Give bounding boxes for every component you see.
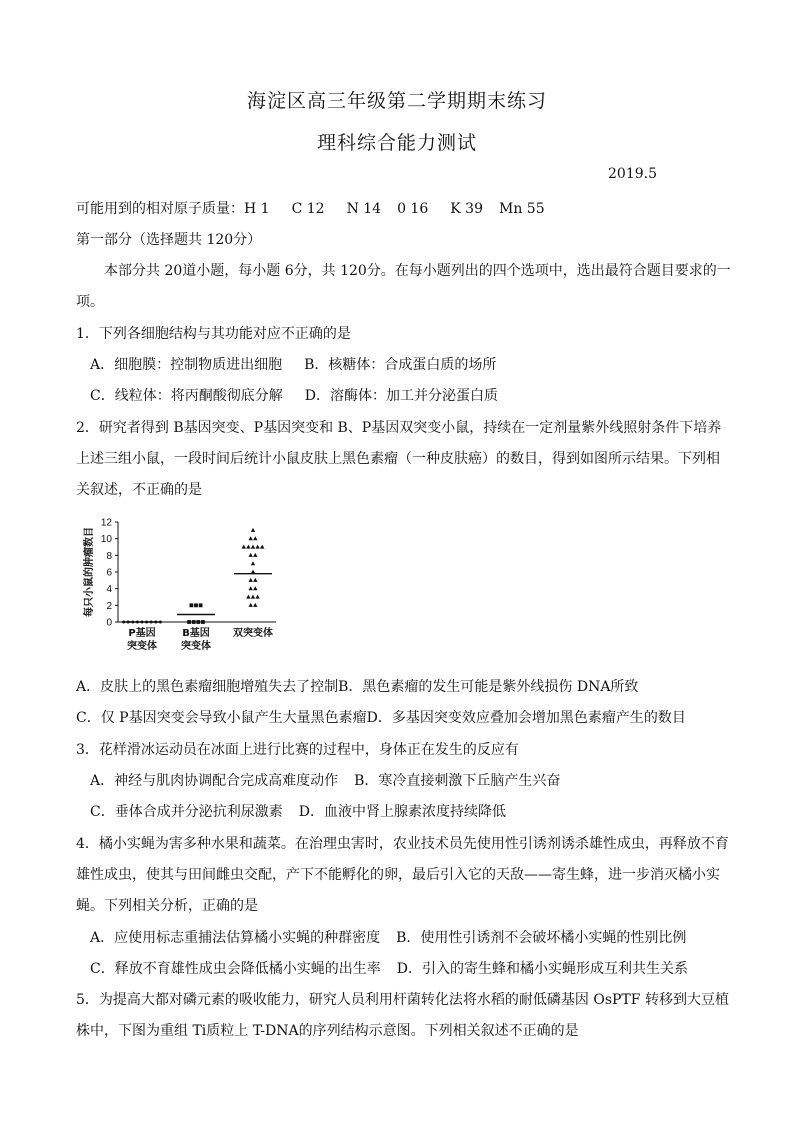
part1-instructions-1: 本部分共 20道小题，每小题 6分，共 120分。在每小题列出的四个选项中，选出最符合题目要求的一 — [104, 263, 731, 279]
mass-c: C 12 — [291, 201, 325, 217]
data-point — [246, 545, 250, 549]
data-point — [249, 536, 253, 540]
q3-stem: 3．花样滑冰运动员在冰面上进行比赛的过程中，身体正在发生的反应有 — [76, 742, 519, 758]
q5-stem-2: 株中，下图为重组 Ti质粒上 T-DNA的序列结构示意图。下列相关叙述不正确的是 — [76, 1023, 579, 1039]
q3-options-row2 — [90, 801, 506, 821]
exam-title: 海淀区高三年级第二学期期末练习 — [246, 90, 547, 112]
x-category-label: P基因 — [128, 628, 156, 639]
q3-option-a: A．神经与肌肉协调配合完成高难度动作 — [90, 773, 339, 789]
q3-options-row1 — [90, 770, 560, 790]
mass-o: 0 16 — [397, 201, 429, 217]
q2-options-row1 — [76, 676, 638, 696]
mass-n: N 14 — [346, 201, 382, 217]
q4-option-c: C．释放不育雄性成虫会降低橘小实蝇的出生率 — [90, 961, 381, 977]
data-point — [253, 578, 257, 582]
data-point — [196, 620, 200, 624]
q2-stem-2: 上述三组小鼠，一段时间后统计小鼠皮肤上黑色素瘤（一种皮肤癌）的数目，得到如图所示结果。下列相 — [76, 451, 720, 467]
part1-instructions-2: 项。 — [76, 294, 104, 310]
q2-option-a: A．皮肤上的黑色素瘤细胞增殖失去了控制 — [76, 679, 339, 695]
q2-option-c: C．仅 P基因突变会导致小鼠产生大量黑色素瘤 — [76, 710, 367, 726]
atomic-masses — [76, 198, 545, 218]
exam-subtitle: 理科综合能力测试 — [316, 132, 477, 154]
data-point — [251, 545, 255, 549]
tumor-count-chart — [76, 514, 286, 662]
data-point — [251, 528, 255, 532]
data-point — [249, 578, 253, 582]
q4-stem-3: 蝇。下列相关分析，正确的是 — [76, 898, 258, 914]
q4-options-row2 — [90, 958, 688, 978]
part1-heading: 第一部分（选择题共 120分） — [76, 232, 262, 248]
data-point — [190, 603, 194, 607]
data-point — [249, 553, 253, 557]
y-tick-label: 12 — [100, 517, 112, 529]
y-tick-label: 2 — [106, 600, 112, 612]
q2-option-b: B．黑色素瘤的发生可能是紫外线损伤 DNA所致 — [338, 679, 639, 695]
data-point — [192, 620, 196, 624]
data-point — [255, 545, 259, 549]
x-category-label: 突变体 — [181, 641, 211, 652]
q5-stem-1: 5．为提高大都对磷元素的吸收能力，研究人员利用杆菌转化法将水稻的耐低磷基因 OsPTF 转移到大豆植 — [76, 992, 729, 1008]
q1-option-b: B．核糖体：合成蛋白质的场所 — [304, 357, 497, 373]
data-point — [255, 595, 259, 599]
q4-option-a: A．应使用标志重捕法估算橘小实蝇的种群密度 — [90, 930, 381, 946]
data-point — [253, 553, 257, 557]
mass-k: K 39 — [450, 201, 483, 217]
y-axis-label: 每只小鼠的肿瘤数目 — [84, 527, 95, 617]
q4-option-b: B．使用性引诱剂不会破坏橘小实蝇的性别比例 — [396, 930, 687, 946]
atomic-masses-label: 可能用到的相对原子质量： — [76, 201, 244, 217]
data-point — [242, 545, 246, 549]
y-tick-label: 10 — [100, 534, 112, 546]
data-point — [187, 620, 191, 624]
data-point — [253, 586, 257, 590]
y-tick-label: 0 — [106, 617, 112, 629]
q3-option-c: C．垂体合成并分泌抗利尿激素 — [90, 804, 283, 820]
q4-stem-2: 雄性成虫，使其与田间雌虫交配，产下不能孵化的卵，最后引入它的天敌——寄生蜂，进一步消灭橘小实 — [76, 867, 720, 883]
x-category-label: 双突变体 — [233, 628, 273, 639]
q1-options-row2 — [90, 385, 498, 405]
q3-option-d: D．血液中肾上腺素浓度持续降低 — [298, 804, 506, 820]
q1-options-row1 — [90, 354, 496, 374]
mass-mn: Mn 55 — [498, 201, 545, 217]
q2-stem-1: 2．研究者得到 B基因突变、P基因突变和 B、P基因双突变小鼠，持续在一定剂量紫外线照射条件下培养 — [76, 420, 722, 436]
y-tick-label: 8 — [106, 550, 112, 562]
q2-stem-3: 关叙述，不正确的是 — [76, 482, 202, 498]
data-point — [246, 595, 250, 599]
q3-option-b: B．寒冷直接刺激下丘脑产生兴奋 — [354, 773, 561, 789]
data-point — [199, 603, 203, 607]
data-point — [251, 561, 255, 565]
data-point — [253, 603, 257, 607]
q2-options-row2 — [76, 707, 686, 727]
data-point — [260, 545, 264, 549]
data-point — [251, 595, 255, 599]
q2-option-d: D．多基因突变效应叠加会增加黑色素瘤产生的数目 — [366, 710, 686, 726]
y-tick-label: 4 — [106, 584, 112, 596]
mass-h: H 1 — [244, 201, 270, 217]
data-point — [201, 620, 205, 624]
q4-options-row1 — [90, 927, 686, 947]
data-point — [249, 586, 253, 590]
q1-stem: 1．下列各细胞结构与其功能对应不正确的是 — [76, 326, 351, 342]
data-point — [194, 603, 198, 607]
exam-date: 2019.5 — [608, 166, 657, 182]
data-point — [253, 536, 257, 540]
q4-option-d: D．引入的寄生蜂和橘小实蝇形成互利共生关系 — [396, 961, 688, 977]
q1-option-c: C．线粒体：将丙酮酸彻底分解 — [90, 388, 283, 404]
x-category-label: 突变体 — [127, 641, 157, 652]
y-tick-label: 6 — [106, 567, 112, 579]
q1-option-a: A．细胞膜：控制物质进出细胞 — [90, 357, 283, 373]
q4-stem-1: 4．橘小实蝇为害多种水果和蔬菜。在治理虫害时，农业技术员先使用性引诱剂诱杀雄性成虫，再释放不育 — [76, 836, 729, 852]
x-category-label: B基因 — [182, 628, 210, 639]
q1-option-d: D．溶酶体：加工并分泌蛋白质 — [304, 388, 498, 404]
data-point — [249, 603, 253, 607]
